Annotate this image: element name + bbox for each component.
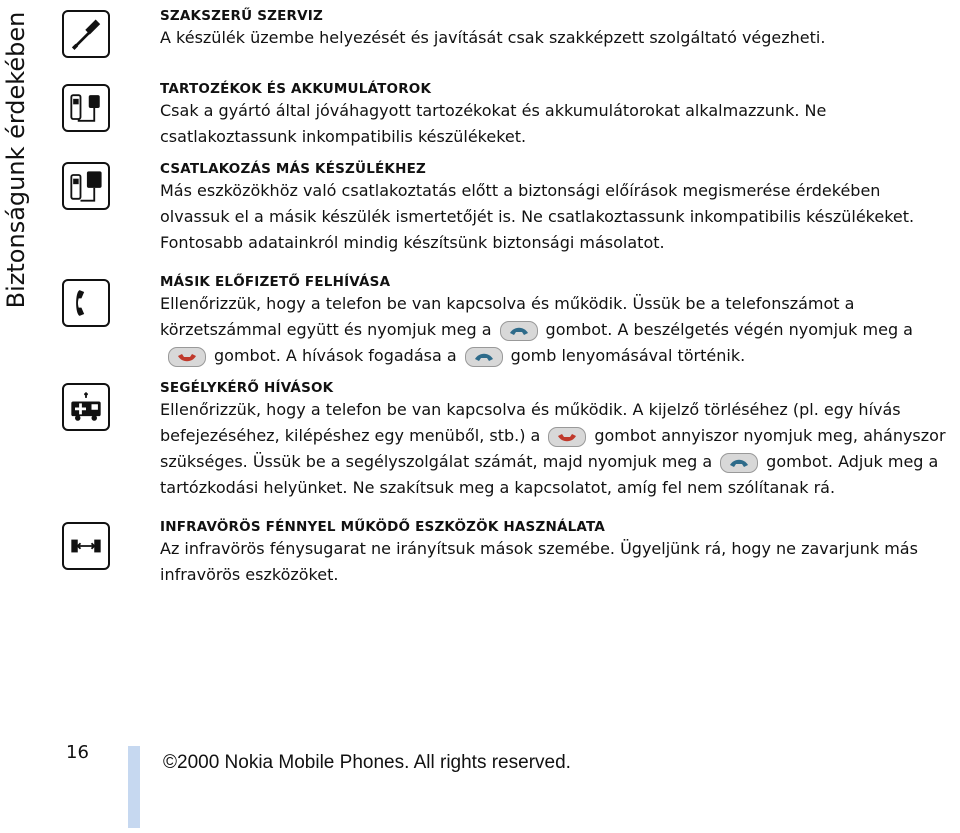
end-key-icon [548,427,586,447]
section-body: A készülék üzembe helyezését és javítását csak szakképzett szolgáltató végezheti. [160,28,826,47]
ambulance-icon [62,383,110,431]
section-title: SZAKSZERŰ SZERVIZ [160,8,324,24]
call-key-icon [720,453,758,473]
call-key-icon [500,321,538,341]
body-text: gombot. A beszélgetés végén nyomjuk meg a [545,320,913,339]
section-body: Más eszközökhöz való csatlakoztatás előtt a biztonsági előírások megismerése érdekében olvassuk el a másik készülék ismertetőjét is. Ne csatlakoztassunk inkompatibilis készülékeket. Fontosabb adatainkról mindig készítsünk biztonsági másolatot. [160,181,915,252]
body-text: gomb lenyomásával történik. [510,346,746,365]
side-title-text: Biztonságunk érdekében [2,11,30,309]
section-title: CSATLAKOZÁS MÁS KÉSZÜLÉKHEZ [160,161,426,177]
section-calling [160,273,955,369]
handset-icon [62,279,110,327]
section-infrared [160,518,955,588]
side-title [0,0,30,320]
call-key-icon [465,347,503,367]
phone-charger-icon [62,84,110,132]
section-title: TARTOZÉKOK ÉS AKKUMULÁTOROK [160,81,432,97]
section-body [160,397,955,501]
phone-connection-icon [62,162,110,210]
copyright: ©2000 Nokia Mobile Phones. All rights reserved. [163,752,571,773]
page-number: 16 [66,742,89,763]
section-body: Csak a gyártó által jóváhagyott tartozékokat és akkumulátorokat alkalmazzunk. Ne csatlakoztassunk inkompatibilis készülékeket. [160,101,827,146]
section-body: Az infravörös fénysugarat ne irányítsuk mások szemébe. Ügyeljünk rá, hogy ne zavarjunk más infravörös eszközöket. [160,539,918,584]
body-text: gombot. Adjuk meg a tartózkodási helyünket. Ne szakítsuk meg a kapcsolatot, amíg fel nem szólítanak rá. [160,452,939,497]
end-key-icon [168,347,206,367]
section-emergency [160,379,955,501]
section-title: SEGÉLYKÉRŐ HÍVÁSOK [160,380,334,396]
screwdriver-icon [62,10,110,58]
section-service [160,7,955,51]
body-text: Ellenőrizzük, hogy a telefon be van kapcsolva és működik. A kijelző törléséhez (pl. egy hívás befejezéséhez, kilépéshez egy menüből, stb.) a [160,400,901,445]
section-accessories [160,80,955,150]
section-title: MÁSIK ELŐFIZETŐ FELHÍVÁSA [160,274,391,290]
infrared-icon [62,522,110,570]
body-text: gombot annyiszor nyomjuk meg, ahányszor szükséges. Üssük be a segélyszolgálat számát, majd nyomjuk meg a [160,426,946,471]
body-text: Ellenőrizzük, hogy a telefon be van kapcsolva és működik. Üssük be a telefonszámot a körzetszámmal együtt és nyomjuk meg a [160,294,855,339]
section-connecting [160,160,955,256]
footer-bar [128,746,140,828]
body-text: gombot. A hívások fogadása a [214,346,457,365]
section-title: INFRAVÖRÖS FÉNNYEL MŰKÖDŐ ESZKÖZÖK HASZNÁLATA [160,519,606,535]
section-body [160,291,955,369]
